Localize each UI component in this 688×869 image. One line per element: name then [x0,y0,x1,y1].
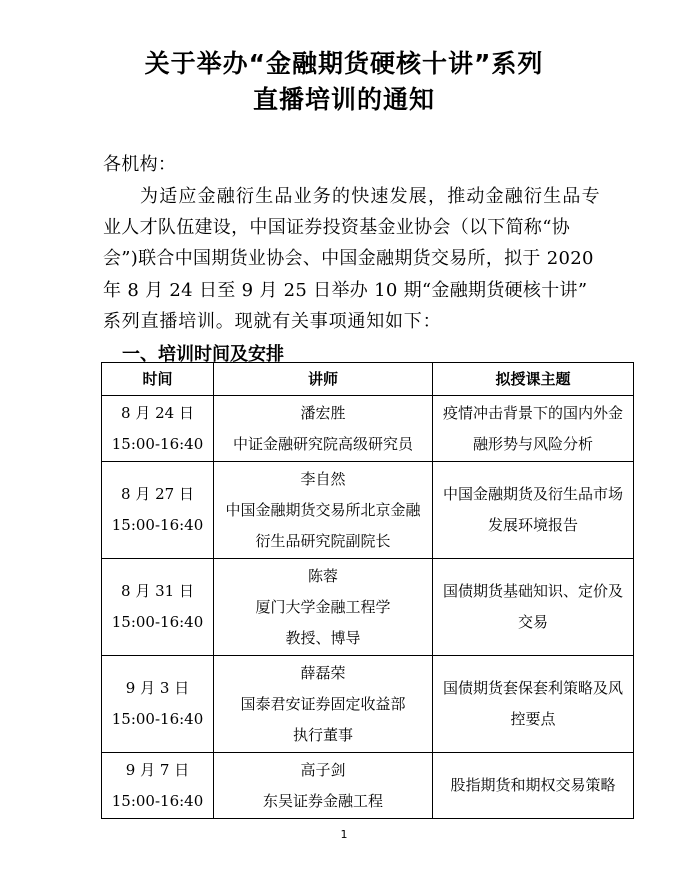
table-row [102,656,634,753]
session-time: 15:00-16:40 [111,516,204,534]
time-cell [102,396,214,462]
topic-cell [433,559,634,656]
time-cell [102,656,214,753]
session-time: 15:00-16:40 [111,613,204,631]
lecturer-name: 薛磊荣 [300,663,346,682]
lecturer-title: 东吴证券金融工程 [262,791,383,810]
topic-line: 股指期货和期权交易策略 [450,776,616,794]
topic-cell [433,462,634,559]
lecturer-cell [214,462,433,559]
topic-line: 发展环境报告 [487,516,578,534]
time-cell [102,462,214,559]
paragraph-line: 系列直播培训。现就有关事项通知如下： [103,311,442,332]
table-row [102,396,634,462]
topic-line: 交易 [517,613,548,631]
lecturer-title: 国泰君安证券固定收益部 [240,694,406,713]
header-topic: 拟授课主题 [433,363,634,396]
topic-line: 疫情冲击背景下的国内外金 [442,403,623,422]
session-date: 8 月 24 日 [121,403,194,422]
paragraph-line: 年 8 月 24 日至 9 月 25 日举办 10 期“金融期货硬核十讲” [103,280,588,301]
table-row [102,753,634,819]
page-number: 1 [340,828,348,841]
time-cell [102,753,214,819]
topic-line: 国债期货套保套利策略及风 [442,679,623,697]
session-time: 15:00-16:40 [111,791,204,810]
lecturer-title: 中国金融期货交易所北京金融 [225,500,421,519]
topic-line: 中国金融期货及衍生品市场 [442,485,623,503]
lecturer-title: 执行董事 [292,725,353,744]
schedule-table [101,362,634,819]
table-header-row [102,363,634,396]
topic-cell [433,396,634,462]
session-date: 8 月 27 日 [121,485,194,503]
document-title-line-1: 关于举办“金融期货硬核十讲”系列 [144,49,544,78]
document-title-line-2: 直播培训的通知 [252,85,435,114]
lecturer-cell [214,559,433,656]
topic-cell [433,656,634,753]
topic-line: 融形势与风险分析 [472,434,593,453]
lecturer-cell [214,656,433,753]
paragraph-line: 业人才队伍建设，中国证券投资基金业协会（以下简称“协 [103,217,570,238]
paragraph-line: 为适应金融衍生品业务的快速发展，推动金融衍生品专 [140,186,601,207]
session-date: 9 月 7 日 [125,760,190,779]
salutation: 各机构： [103,154,177,175]
lecturer-name: 陈蓉 [307,566,338,585]
topic-line: 控要点 [510,710,556,728]
session-time: 15:00-16:40 [111,710,204,728]
header-lecturer: 讲师 [214,363,433,396]
session-time: 15:00-16:40 [111,434,204,453]
time-cell [102,559,214,656]
lecturer-cell [214,396,433,462]
topic-line: 国债期货基础知识、定价及 [442,582,623,600]
paragraph-line: 会”)联合中国期货业协会、中国金融期货交易所，拟于 2020 [103,248,594,269]
lecturer-title: 中证金融研究院高级研究员 [232,434,413,453]
header-time: 时间 [102,363,214,396]
lecturer-title: 教授、博导 [285,628,361,647]
table-row [102,462,634,559]
session-date: 9 月 3 日 [125,679,190,697]
topic-cell [433,753,634,819]
lecturer-title: 衍生品研究院副院长 [255,531,391,550]
lecturer-name: 李自然 [300,469,346,488]
section-heading: 一、培训时间及安排 [122,344,284,365]
lecturer-name: 潘宏胜 [300,403,346,422]
session-date: 8 月 31 日 [121,582,194,600]
lecturer-title: 厦门大学金融工程学 [255,597,391,616]
lecturer-cell [214,753,433,819]
table-row [102,559,634,656]
lecturer-name: 高子剑 [300,760,346,779]
